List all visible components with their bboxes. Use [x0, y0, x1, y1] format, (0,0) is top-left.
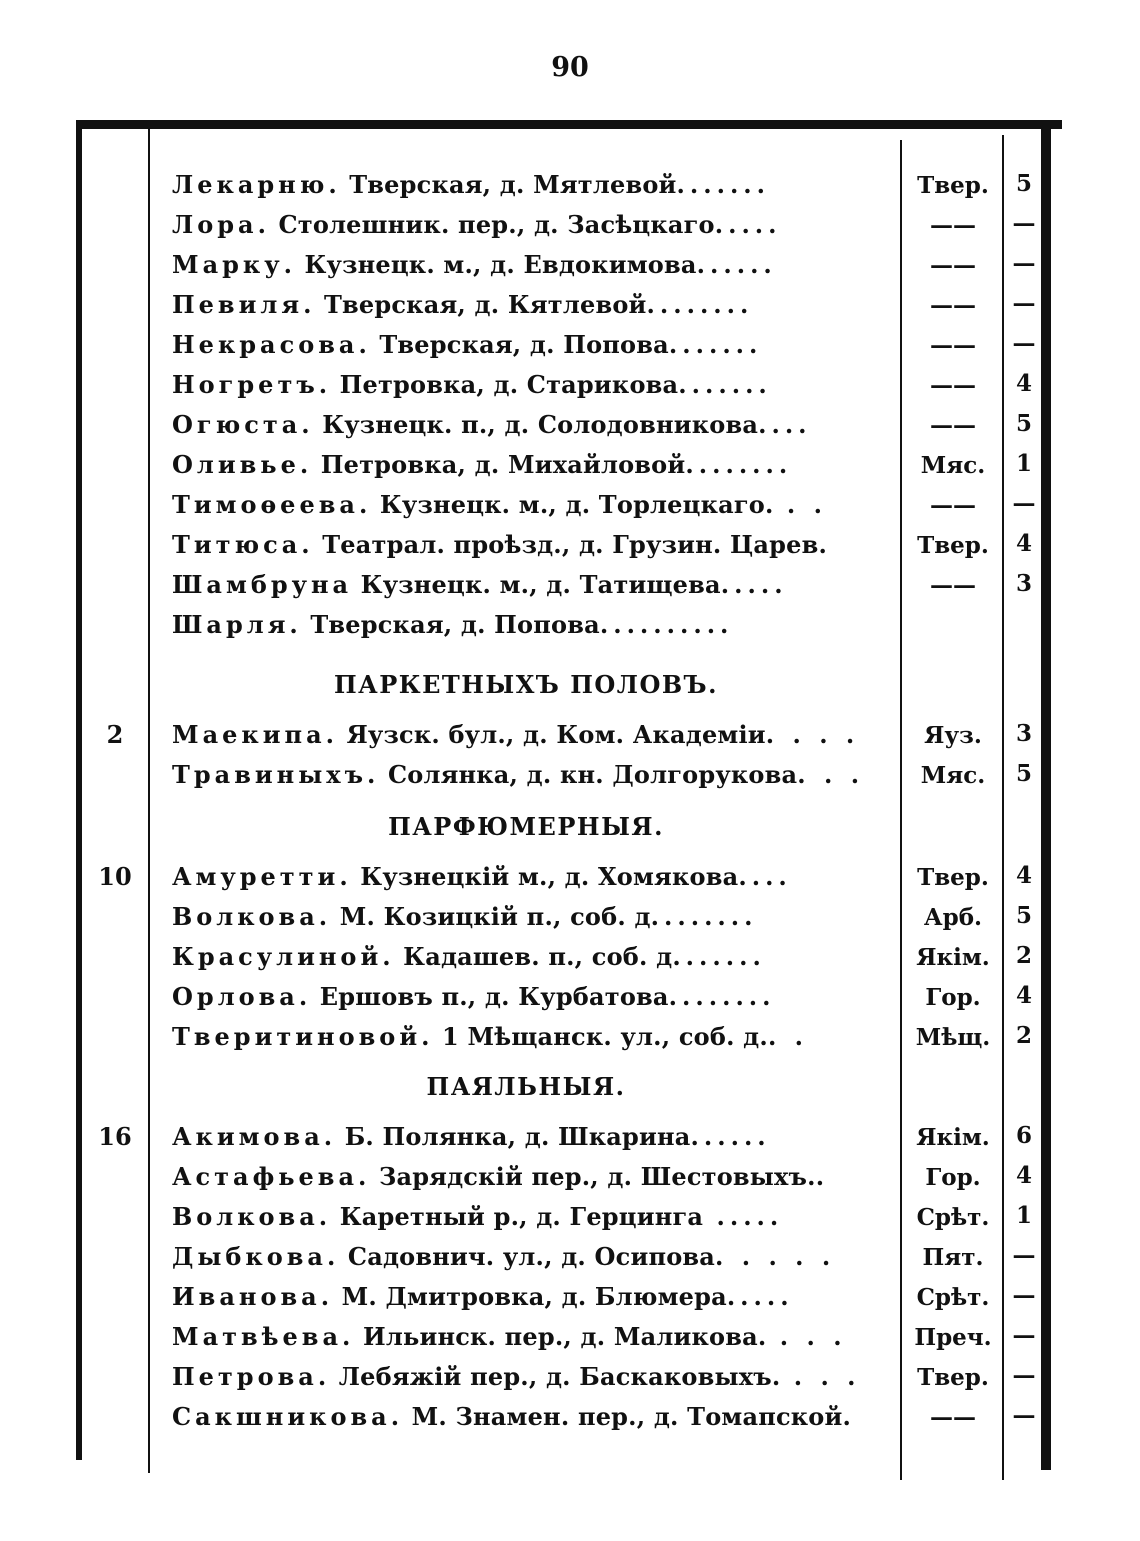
entry-district: —— — [930, 1404, 976, 1431]
entry-district: —— — [930, 332, 976, 359]
entry-part: 1 — [1015, 1202, 1032, 1229]
entry-name: Петрова. — [172, 1362, 331, 1391]
entry-part: 5 — [1015, 760, 1032, 787]
list-item: Волкова. Каретный р., д. Герцинга ..... Срѣт. 1 — [82, 1196, 1040, 1236]
entry-part: — — [1012, 290, 1036, 317]
entry-name: Титюса. — [172, 530, 314, 559]
entry-name: Некрасова. — [172, 330, 371, 359]
list-item: Петрова. Лебяжій пер., д. Баскаковыхъ. . . . Твер. — — [82, 1356, 1040, 1396]
entry-name: Амуретти. — [172, 862, 352, 891]
entry-part: — — [1012, 1362, 1036, 1389]
entry-address: М. Дмитровка, д. Блюмера — [341, 1282, 727, 1311]
entry-name: Марку. — [172, 250, 296, 279]
entry-part: 3 — [1015, 570, 1032, 597]
entry-part: — — [1012, 210, 1036, 237]
entry-district: Твер. — [917, 1364, 989, 1391]
entry-address: Кузнецк. м., д. Татищева — [360, 570, 721, 599]
section-heading: ПАРФЮМЕРНЫЯ. — [388, 812, 664, 841]
entry-district: Гор. — [925, 1164, 981, 1191]
entry-address: Б. Полянка, д. Шкарина — [344, 1122, 691, 1151]
entry-part: — — [1012, 250, 1036, 277]
entry-district: —— — [930, 412, 976, 439]
entry-part: 3 — [1015, 720, 1032, 747]
entry-address: Каретный р., д. Герцинга — [339, 1202, 704, 1231]
list-item: Марку. Кузнецк. м., д. Евдокимова...... —— — — [82, 244, 1040, 284]
list-item: Некрасова. Тверская, д. Попова....... —— — — [82, 324, 1040, 364]
entry-address: 1 Мѣщанск. ул., соб. д. — [442, 1022, 768, 1051]
entry-district: —— — [930, 492, 976, 519]
entry-name: Астафьева. — [172, 1162, 371, 1191]
entry-name: Волкова. — [172, 902, 332, 931]
entry-part: 4 — [1015, 862, 1032, 889]
section-heading: ПАЯЛЬНЫЯ. — [426, 1072, 626, 1101]
entry-district: Якім. — [916, 1124, 990, 1151]
entry-part: 4 — [1015, 530, 1032, 557]
entry-district: Гор. — [925, 984, 981, 1011]
entry-address: Петровка, д. Михайловой — [320, 450, 686, 479]
entry-name: Шарля. — [172, 610, 302, 639]
list-item: Травиныхъ. Солянка, д. кн. Долгорукова. . . Мяс. 5 — [82, 754, 1040, 794]
section-count: 10 — [98, 862, 132, 891]
entry-address: Кузнецк. м., д. Торлецкаго. — [379, 490, 774, 519]
entry-name: Тверитиновой. — [172, 1022, 434, 1051]
entry-name: Оливье. — [172, 450, 313, 479]
entry-district: Твер. — [917, 864, 989, 891]
entry-name: Маекипа. — [172, 720, 338, 749]
section-count: 2 — [106, 720, 124, 749]
table-top-rule — [76, 120, 1062, 129]
entry-district: Мяс. — [920, 762, 986, 789]
entry-part: — — [1012, 490, 1036, 517]
entry-address: Зарядскій пер., д. Шестовыхъ. — [378, 1162, 816, 1191]
list-item — [82, 524, 1040, 564]
list-item: 10 Амуретти. Кузнецкій м., д. Хомякова.... Твер. 4 — [82, 856, 1040, 896]
entry-part: — — [1012, 1282, 1036, 1309]
entry-part: 4 — [1015, 370, 1032, 397]
list-item: Тверитиновой. 1 Мѣщанск. ул., соб. д.. . Мѣщ. 2 — [82, 1016, 1040, 1056]
entry-part: — — [1012, 1322, 1036, 1349]
list-item: Шамбруна Кузнецк. м., д. Татищева..... —— 3 — [82, 564, 1040, 604]
entry-district: —— — [930, 252, 976, 279]
entry-name: Сакшникова. — [172, 1402, 404, 1431]
entry-address: М. Козицкій п., соб. д — [339, 902, 651, 931]
entry-district: —— — [930, 292, 976, 319]
list-item: 2 Маекипа. Яузск. бул., д. Ком. Академіи. . . . Яуз. 3 — [82, 714, 1040, 754]
entry-address: Тверская, д. Мятлевой — [349, 170, 677, 199]
entry-address: Тверская, д. Попова — [310, 610, 600, 639]
entry-address: Столешник. пер., д. Засѣцкаго — [278, 210, 715, 239]
entry-district: Срѣт. — [916, 1204, 990, 1231]
entry-name: Лора. — [172, 210, 270, 239]
entry-name: Красулиной. — [172, 942, 395, 971]
entry-name: Волкова. — [172, 1202, 332, 1231]
entry-name: Травиныхъ. — [172, 760, 380, 789]
entry-district: —— — [930, 212, 976, 239]
entry-part: — — [1012, 330, 1036, 357]
entry-address: Яузск. бул., д. Ком. Академіи — [346, 720, 766, 749]
entry-address: Кузнецкій м., д. Хомякова — [360, 862, 739, 891]
entry-district: Твер. — [917, 532, 989, 559]
list-item: Астафьева. Зарядскій пер., д. Шестовыхъ.. Гор. 4 — [82, 1156, 1040, 1196]
section-count: 16 — [98, 1122, 132, 1151]
list-item: Волкова. М. Козицкій п., соб. д........ Арб. 5 — [82, 896, 1040, 936]
entry-name: Шамбруна — [172, 570, 353, 599]
entry-address: Кузнецк. п., д. Солодовникова — [322, 410, 759, 439]
list-item: Матвѣева. Ильинск. пер., д. Маликова. . . . Преч. — — [82, 1316, 1040, 1356]
entry-address: Театрал. проѣзд., д. Грузин. Царев. — [322, 530, 827, 559]
entry-name: Огюста. — [172, 410, 314, 439]
entry-name: Орлова. — [172, 982, 312, 1011]
list-item: Дыбкова. Садовнич. ул., д. Осипова. . . . . Пят. — — [82, 1236, 1040, 1276]
entry-address: Ершовъ п., д. Курбатова — [319, 982, 669, 1011]
entry-part: 2 — [1015, 942, 1032, 969]
list-item: Лекарню. Тверская, д. Мятлевой....... Твер. 5 — [82, 164, 1040, 204]
list-item: Лора. Столешник. пер., д. Засѣцкаго..... —— — — [82, 204, 1040, 244]
entry-part: 5 — [1015, 902, 1032, 929]
entry-district: Мѣщ. — [915, 1024, 991, 1051]
entry-address: Кузнецк. м., д. Евдокимова — [304, 250, 697, 279]
list-item: 16 Акимова. Б. Полянка, д. Шкарина...... Якім. 6 — [82, 1116, 1040, 1156]
list-item: Огюста. Кузнецк. п., д. Солодовникова.... —— 5 — [82, 404, 1040, 444]
list-item — [82, 1396, 1040, 1436]
entry-part: — — [1012, 1402, 1036, 1429]
entry-district: Арб. — [923, 904, 983, 931]
entry-district: Яуз. — [924, 722, 982, 749]
entry-part: 1 — [1015, 450, 1032, 477]
entry-address: Тверская, д. Кятлевой — [323, 290, 647, 319]
entry-part: 6 — [1015, 1122, 1032, 1149]
entry-address: М. Знамен. пер., д. Томапской. — [411, 1402, 852, 1431]
entry-part: 2 — [1015, 1022, 1032, 1049]
list-item: Иванова. М. Дмитровка, д. Блюмера..... Срѣт. — — [82, 1276, 1040, 1316]
entry-address: Лебяжій пер., д. Баскаковыхъ. — [338, 1362, 781, 1391]
list-item: Орлова. Ершовъ п., д. Курбатова........ Гор. 4 — [82, 976, 1040, 1016]
list-item: Тимоѳеева. Кузнецк. м., д. Торлецкаго. . . —— — — [82, 484, 1040, 524]
entry-district: Преч. — [914, 1324, 992, 1351]
entry-name: Лекарню. — [172, 170, 341, 199]
entry-name: Ногретъ. — [172, 370, 332, 399]
list-item: Шарля. Тверская, д. Попова.......... — [172, 610, 734, 639]
entry-part: — — [1012, 1242, 1036, 1269]
entry-address: Ильинск. пер., д. Маликова. — [362, 1322, 767, 1351]
entry-part: 4 — [1015, 982, 1032, 1009]
entry-district: —— — [930, 372, 976, 399]
list-item: Ногретъ. Петровка, д. Старикова....... —— 4 — [82, 364, 1040, 404]
list-item: Певиля. Тверская, д. Кятлевой........ —— — — [82, 284, 1040, 324]
entry-name: Певиля. — [172, 290, 316, 319]
entry-name: Тимоѳеева. — [172, 490, 372, 519]
entry-district: Мяс. — [920, 452, 986, 479]
entry-address: Петровка, д. Старикова — [339, 370, 679, 399]
entry-district: —— — [930, 572, 976, 599]
entry-name: Дыбкова. — [172, 1242, 340, 1271]
entry-address: Кадашев. п., соб. д — [403, 942, 673, 971]
entry-district: Срѣт. — [916, 1284, 990, 1311]
entry-address: Тверская, д. Попова — [379, 330, 669, 359]
entry-part: 5 — [1015, 170, 1032, 197]
entry-district: Пят. — [922, 1244, 984, 1271]
entry-part: 4 — [1015, 1162, 1032, 1189]
entry-address: Солянка, д. кн. Долгорукова — [387, 760, 798, 789]
entry-district: Твер. — [917, 172, 989, 199]
entry-district: Якім. — [916, 944, 990, 971]
section-heading: ПАРКЕТНЫХЪ ПОЛОВЪ. — [334, 670, 718, 699]
entry-name: Матвѣева. — [172, 1322, 355, 1351]
entry-name: Акимова. — [172, 1122, 337, 1151]
entry-part: 5 — [1015, 410, 1032, 437]
entry-address: Садовнич. ул., д. Осипова — [347, 1242, 716, 1271]
entry-name: Иванова. — [172, 1282, 334, 1311]
list-item: Красулиной. Кадашев. п., соб. д....... Якім. 2 — [82, 936, 1040, 976]
page-number: 90 — [551, 52, 589, 83]
list-item: Оливье. Петровка, д. Михайловой........ Мяс. 1 — [82, 444, 1040, 484]
